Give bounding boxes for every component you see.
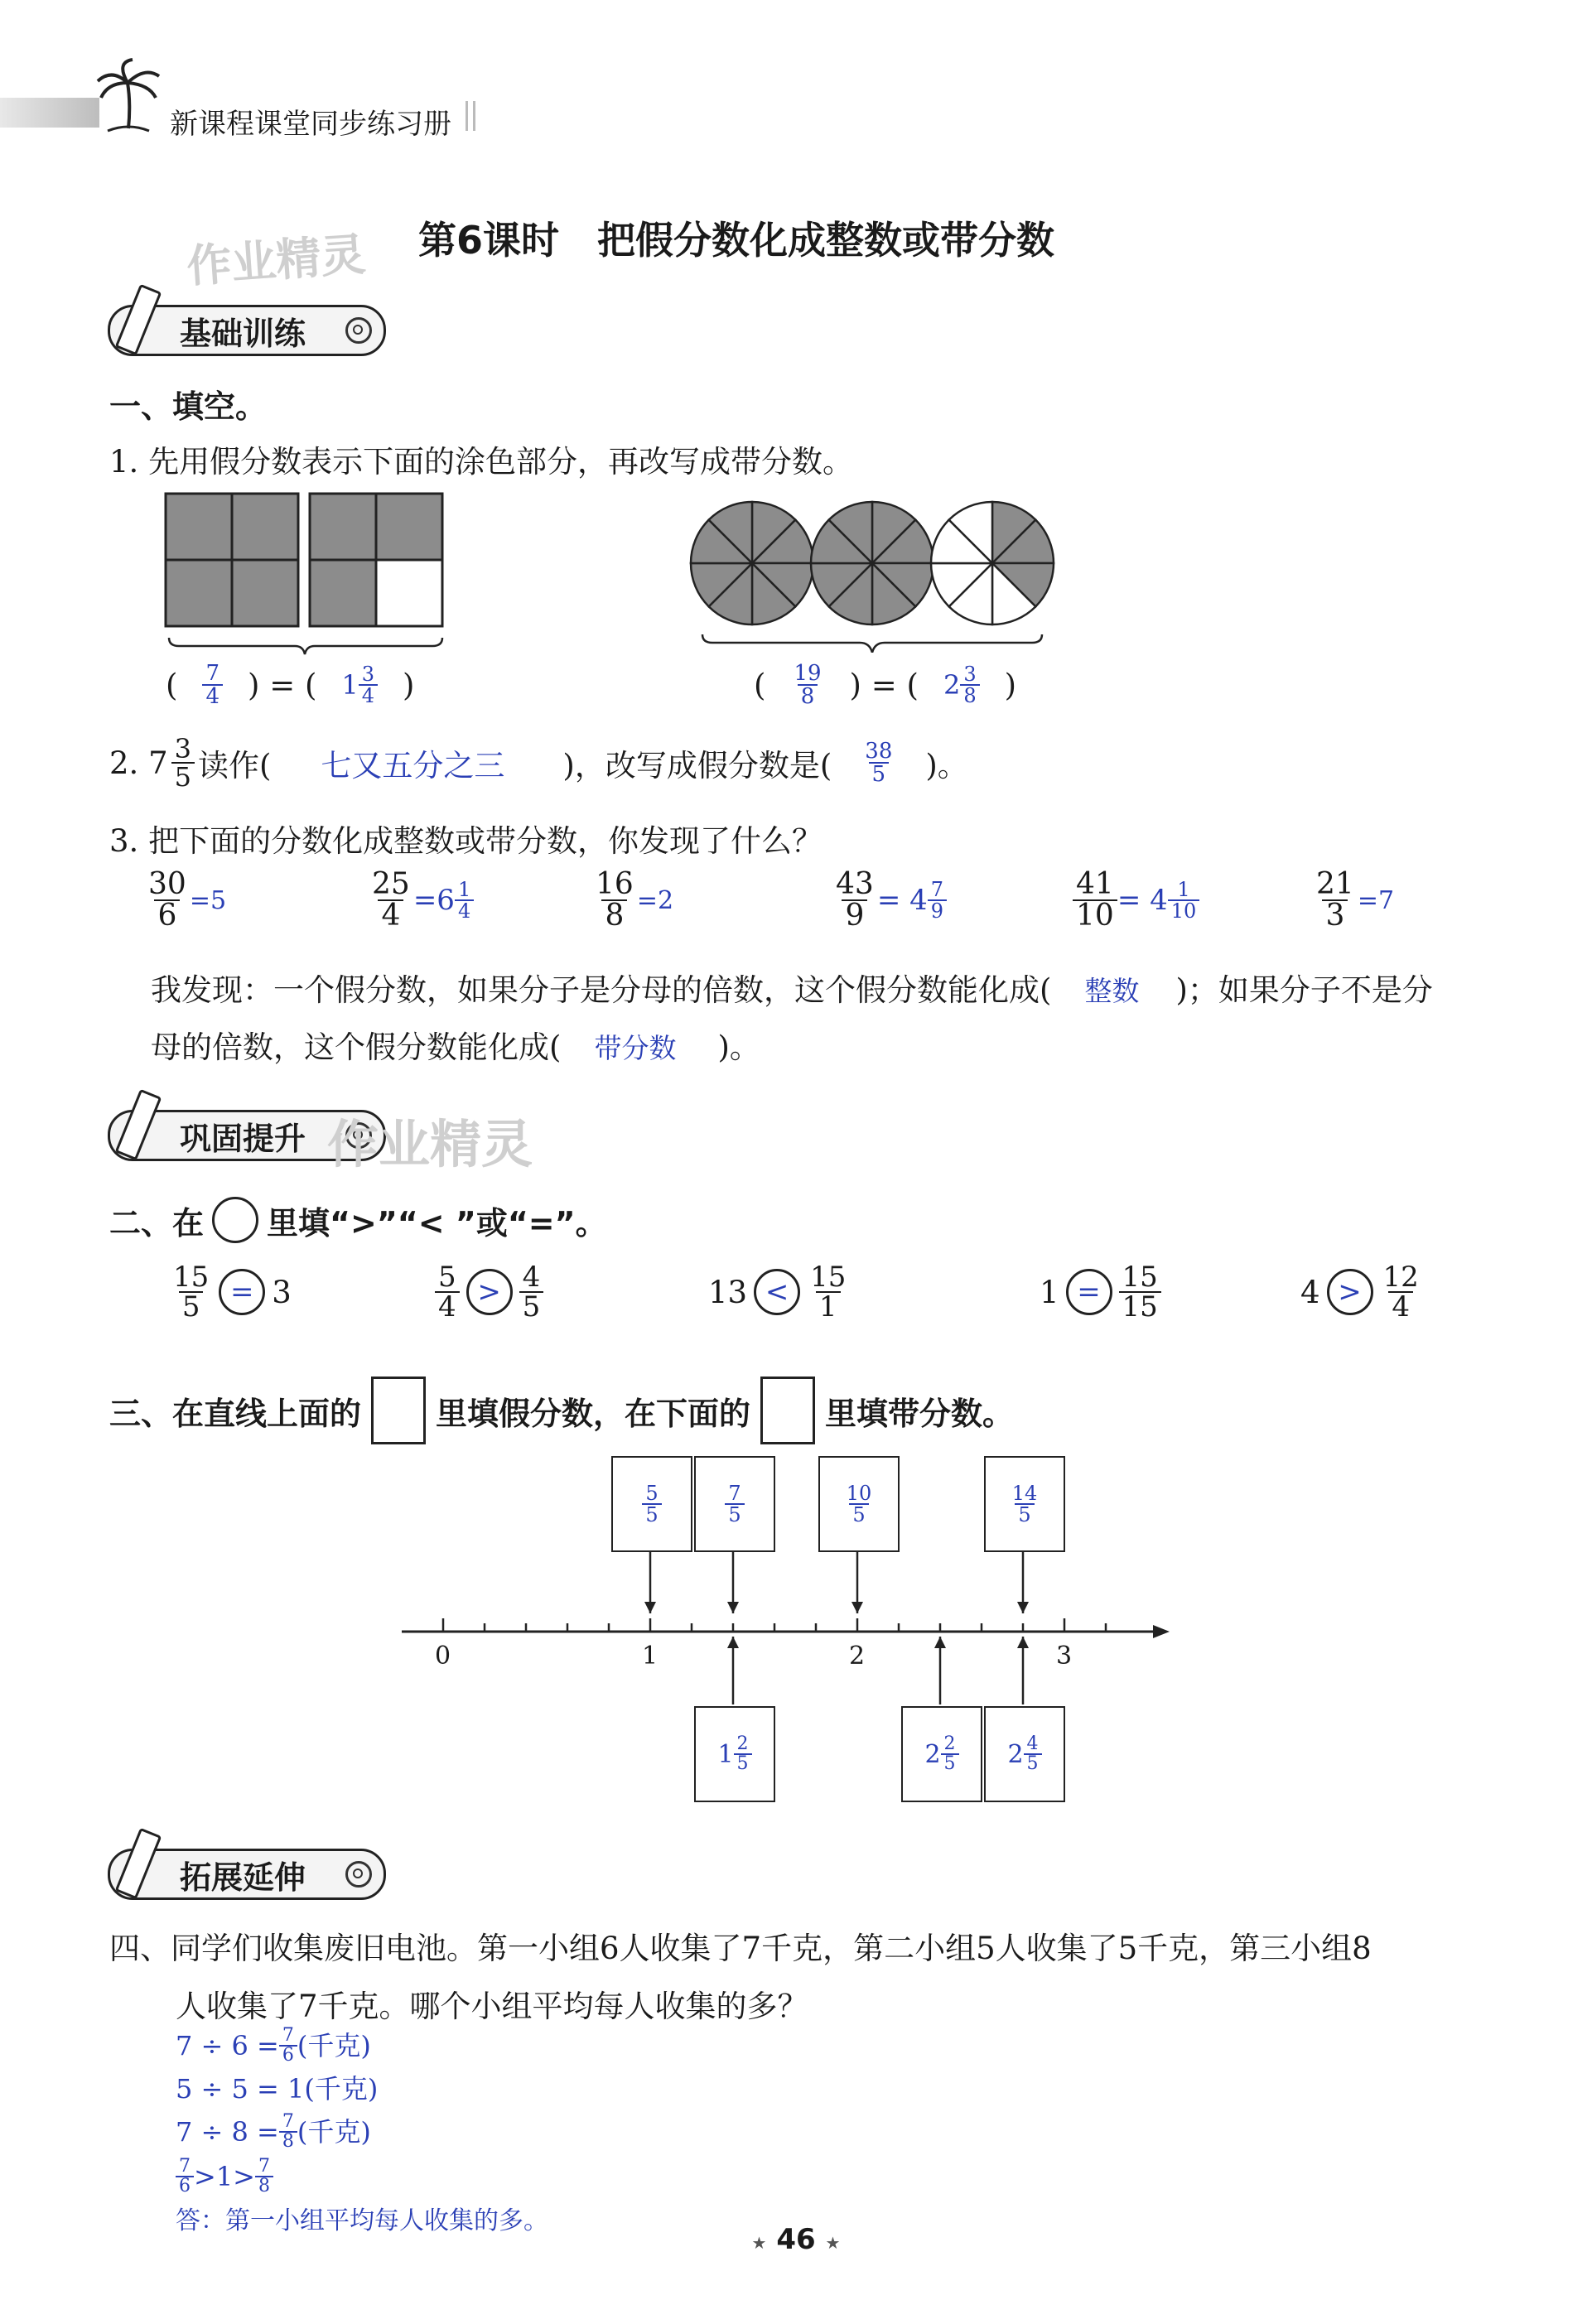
solution-expr: 7 ÷ 8 = xyxy=(176,2116,279,2148)
fraction xyxy=(843,1483,876,1525)
numerator: 43 xyxy=(836,867,874,901)
finding-answer: 带分数 xyxy=(594,1032,677,1064)
axis-label: 1 xyxy=(642,1642,659,1671)
fraction xyxy=(176,2158,194,2196)
axis-label: 3 xyxy=(1056,1642,1073,1671)
numerator: 25 xyxy=(372,867,410,901)
denominator: 5 xyxy=(725,1503,744,1525)
q3-result-whole: = 4 xyxy=(1117,884,1168,917)
denominator: 5 xyxy=(941,1753,959,1773)
solution-line xyxy=(176,2024,548,2067)
fraction xyxy=(279,2113,297,2151)
numerator: 2 xyxy=(943,1733,956,1754)
compare-right: 3 xyxy=(272,1274,292,1310)
numerator: 5 xyxy=(438,1261,456,1294)
close-paren: ) xyxy=(1004,667,1017,703)
improper-fraction-box xyxy=(611,1456,692,1552)
axis-label: 2 xyxy=(849,1642,866,1671)
denominator: 6 xyxy=(176,2176,194,2196)
denominator: 3 xyxy=(1322,899,1348,931)
denominator: 1 xyxy=(816,1291,841,1321)
q1-text: 1. 先用假分数表示下面的涂色部分，再改写成带分数。 xyxy=(109,444,854,480)
q2-answer-read: 七又五分之三 xyxy=(321,748,505,784)
denominator: 5 xyxy=(849,1503,868,1525)
arrow-head xyxy=(1017,1637,1029,1648)
numerator: 16 xyxy=(596,867,634,901)
section-label: 巩固提升 xyxy=(180,1120,306,1157)
mixed-whole: 1 xyxy=(341,669,359,701)
numerator: 1 xyxy=(457,878,471,901)
compare-left: 4 xyxy=(1300,1274,1320,1310)
denominator: 6 xyxy=(154,899,180,931)
q2-prefix: 2. 7 xyxy=(109,745,168,781)
numerator: 3 xyxy=(174,733,191,764)
denominator: 5 xyxy=(642,1503,661,1525)
q2-mid: )，改写成假分数是( xyxy=(562,748,832,784)
close-paren-eq: ) = ( xyxy=(247,667,317,703)
axis-arrow xyxy=(1153,1625,1170,1638)
arrow-head xyxy=(1017,1602,1029,1613)
mixed-number xyxy=(924,1735,958,1773)
fraction xyxy=(1024,1735,1042,1773)
numerator: 15 xyxy=(810,1261,847,1294)
q3-result: =2 xyxy=(636,885,674,915)
denominator: 5 xyxy=(1024,1753,1042,1773)
q3-text: 3. 把下面的分数化成整数或带分数，你发现了什么？ xyxy=(109,823,823,859)
solution-expr: 7 ÷ 6 = xyxy=(176,2030,279,2061)
compare-circle: = xyxy=(219,1269,265,1315)
fraction xyxy=(642,1483,661,1525)
denominator: 5 xyxy=(869,762,890,785)
finding-text: 我发现：一个假分数，如果分子是分母的倍数，这个假分数能化成( xyxy=(151,972,1052,1008)
watermark: 作业精灵 xyxy=(185,228,368,293)
numerator: 21 xyxy=(1316,867,1354,901)
part4-solution xyxy=(176,2024,548,2240)
close-paren: ) xyxy=(403,667,415,703)
numerator: 7 xyxy=(179,2156,191,2177)
arrow-head xyxy=(934,1637,946,1648)
equals-sign: = xyxy=(269,667,296,703)
mixed-number xyxy=(717,1735,751,1773)
denominator: 5 xyxy=(171,762,195,790)
improper-fraction-box xyxy=(694,1456,775,1552)
mixed-whole: 2 xyxy=(1007,1739,1024,1769)
denominator: 8 xyxy=(601,899,627,931)
star-icon: ★ xyxy=(751,2233,767,2253)
comparison-line xyxy=(176,2153,548,2200)
solution-unit: (千克) xyxy=(304,2073,379,2105)
denominator: 6 xyxy=(279,2045,297,2065)
numerator: 7 xyxy=(282,2111,294,2132)
part4-line2: 人收集了7千克。哪个小组平均每人收集的多？ xyxy=(176,1989,808,2024)
numerator: 7 xyxy=(258,2156,270,2177)
denominator: 8 xyxy=(960,684,979,706)
section-label: 基础训练 xyxy=(180,315,306,352)
numerator: 2 xyxy=(736,1733,749,1754)
numerator: 7 xyxy=(282,2025,294,2046)
q2-end: )。 xyxy=(925,748,968,784)
star-icon: ★ xyxy=(825,2233,841,2253)
fraction xyxy=(1009,1483,1041,1525)
numerator: 41 xyxy=(1076,867,1114,901)
denominator: 5 xyxy=(519,1291,544,1321)
arrow-head xyxy=(727,1602,739,1613)
denominator: 5 xyxy=(179,1291,204,1321)
page-number: 46 xyxy=(776,2223,816,2256)
answer-line: 答：第一小组平均每人收集的多。 xyxy=(176,2206,548,2235)
solution-unit: (千克) xyxy=(297,2116,371,2148)
compare-circle: > xyxy=(466,1269,513,1315)
compare-left: 13 xyxy=(708,1274,748,1310)
arrow-head xyxy=(851,1602,863,1613)
mixed-number xyxy=(1007,1735,1041,1773)
finding-text: )；如果分子不是分 xyxy=(1175,972,1433,1008)
denominator: 4 xyxy=(202,684,223,707)
fraction xyxy=(255,2158,273,2196)
part4-line1: 四、同学们收集废旧电池。第一小组6人收集了7千克，第二小组5人收集了5千克，第三小组8 xyxy=(109,1931,1372,1966)
q3-result: =7 xyxy=(1357,885,1395,915)
watermark: 作业精灵 xyxy=(327,1114,533,1174)
q3-result-whole: = 4 xyxy=(876,884,928,917)
numerator: 7 xyxy=(728,1482,741,1505)
solution-expr: 5 ÷ 5 = 1 xyxy=(176,2073,305,2105)
q3-result-whole: =6 xyxy=(412,884,455,917)
page-footer xyxy=(0,2223,1592,2256)
denominator: 4 xyxy=(1388,1291,1413,1321)
denominator: 5 xyxy=(734,1753,752,1773)
heading-text: 里填“>”“< ”或“=”。 xyxy=(267,1204,607,1242)
numerator: 4 xyxy=(1026,1733,1039,1754)
numerator: 5 xyxy=(645,1482,659,1505)
compare-circle: > xyxy=(1327,1269,1373,1315)
solution-line xyxy=(176,2110,548,2153)
denominator: 4 xyxy=(455,899,474,921)
compare-left: 1 xyxy=(1040,1274,1059,1310)
arrow-head xyxy=(644,1602,656,1613)
lesson-title: 第6课时 把假分数化成整数或带分数 xyxy=(418,218,1055,263)
finding-answer: 整数 xyxy=(1084,975,1140,1007)
denominator: 9 xyxy=(928,899,947,921)
q3-result: =5 xyxy=(189,885,227,915)
mixed-number-box xyxy=(694,1706,775,1802)
compare-circle: < xyxy=(754,1269,800,1315)
denominator: 8 xyxy=(798,684,818,707)
fraction xyxy=(941,1735,959,1773)
finding-text: 母的倍数，这个假分数能化成( xyxy=(151,1029,562,1065)
heading-text: 里填带分数。 xyxy=(825,1395,1015,1432)
denominator: 10 xyxy=(1168,899,1200,921)
mixed-number-box xyxy=(901,1706,982,1802)
heading-text: 二、在 xyxy=(109,1204,205,1242)
mixed-whole: 1 xyxy=(717,1739,734,1769)
section-tag-extend xyxy=(108,1849,386,1900)
solution-unit: (千克) xyxy=(297,2030,371,2061)
numerator: 12 xyxy=(1382,1261,1419,1294)
mixed-whole: 2 xyxy=(924,1739,941,1769)
solution-line xyxy=(176,2067,548,2110)
finding-text: )。 xyxy=(717,1029,760,1065)
numerator: 30 xyxy=(148,867,186,901)
mixed-number-box xyxy=(984,1706,1065,1802)
section-label: 拓展延伸 xyxy=(180,1859,306,1896)
numerator: 19 xyxy=(794,661,822,686)
numerator: 3 xyxy=(963,663,977,686)
numerator: 15 xyxy=(173,1261,210,1294)
axis-label: 0 xyxy=(435,1642,451,1671)
mixed-whole: 2 xyxy=(943,669,961,701)
denominator: 4 xyxy=(359,684,378,706)
numerator: 10 xyxy=(846,1482,872,1505)
denominator: 10 xyxy=(1073,899,1117,931)
fraction xyxy=(279,2027,297,2065)
arrow-head xyxy=(727,1637,739,1648)
numerator: 14 xyxy=(1011,1482,1038,1505)
denominator: 8 xyxy=(279,2131,297,2151)
heading-text: 三、在直线上面的 xyxy=(109,1395,362,1432)
denominator: 9 xyxy=(842,899,867,931)
heading-text: 里填假分数，在下面的 xyxy=(436,1395,751,1432)
fraction xyxy=(734,1735,752,1773)
comparison-op: >1> xyxy=(194,2161,255,2192)
denominator: 4 xyxy=(435,1291,460,1321)
close-paren-eq: ) = ( xyxy=(849,667,919,703)
ring-icon xyxy=(345,1861,372,1888)
numerator: 15 xyxy=(1122,1261,1158,1294)
open-paren: ( xyxy=(166,667,178,703)
fraction xyxy=(725,1483,744,1525)
numerator: 4 xyxy=(522,1261,541,1294)
compare-circle: = xyxy=(1066,1269,1112,1315)
part1-heading: 一、填空。 xyxy=(109,388,268,425)
denominator: 5 xyxy=(1015,1503,1034,1525)
open-paren: ( xyxy=(754,667,766,703)
denominator: 8 xyxy=(255,2176,273,2196)
book-title: 新课程课堂同步练习册 xyxy=(170,108,451,141)
denominator: 4 xyxy=(378,899,403,931)
numerator: 7 xyxy=(930,878,944,901)
numerator: 7 xyxy=(205,661,220,686)
denominator: 15 xyxy=(1119,1291,1161,1321)
improper-fraction-box xyxy=(818,1456,900,1552)
numerator: 3 xyxy=(361,663,375,686)
equals-sign: = xyxy=(871,667,897,703)
numerator: 1 xyxy=(1177,878,1190,901)
improper-fraction-box xyxy=(984,1456,1065,1552)
q2-read-as: 读作( xyxy=(197,748,272,784)
numerator: 38 xyxy=(865,739,893,764)
